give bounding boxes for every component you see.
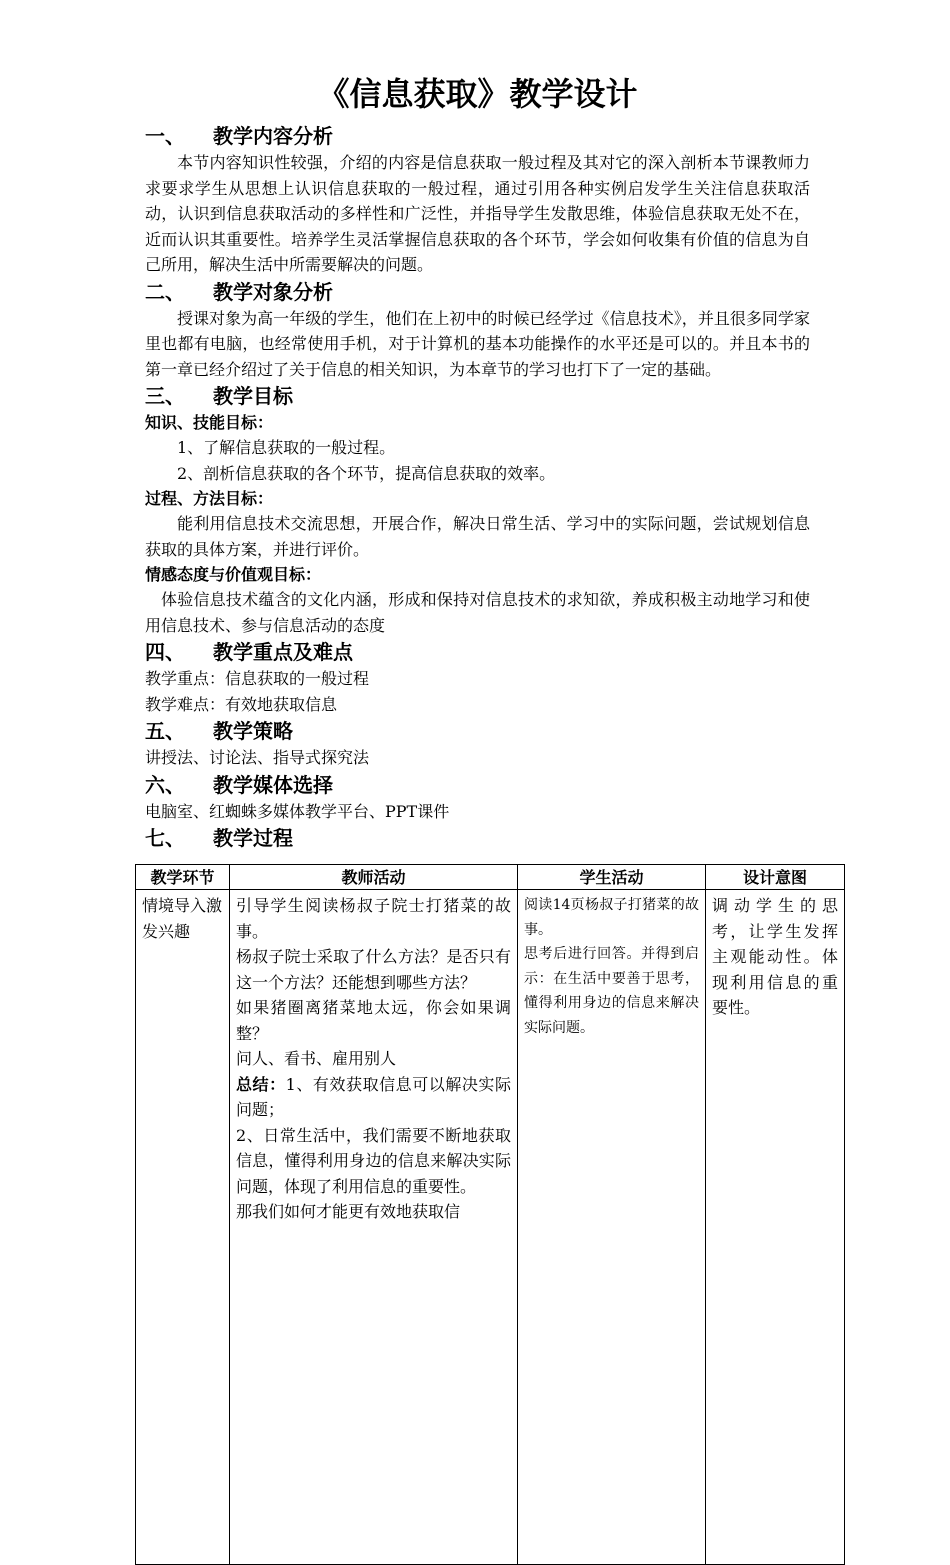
teacher-line-4: 问人、看书、雇用别人 <box>236 1049 397 1068</box>
teacher-line-1: 引导学生阅读杨叔子院士打猪菜的故事。 <box>236 896 511 941</box>
section-2-body: 授课对象为高一年级的学生，他们在上初中的时候已经学过《信息技术》，并且很多同学家里也都有电脑，也经常使用手机，对于计算机的基本功能操作的水平还是可以的。并且本书的第一章已经介绍过了关于信息的相关知识，为本章节的学习也打下了一定的基础。 <box>145 308 810 379</box>
section-6-body: 电脑室、红蜘蛛多媒体教学平台、PPT课件 <box>145 801 450 821</box>
cell-teacher-activity <box>230 890 518 1565</box>
header-intent: 设计意图 <box>706 865 845 890</box>
teacher-line-5: 那我们如何才能更有效地获取信 <box>236 1202 461 1221</box>
header-student: 学生活动 <box>518 865 706 890</box>
section-5-body: 讲授法、讨论法、指导式探究法 <box>145 748 370 767</box>
student-line-1: 阅读14页杨叔子打猪菜的故事。 <box>524 897 699 938</box>
student-line-2: 思考后进行回答。并得到启示：在生活中要善于思考，懂得利用身边的信息来解决实际问题。 <box>524 946 699 1036</box>
section-heading-7: 七、 教学过程 <box>145 826 293 850</box>
section-heading-5: 五、 教学策略 <box>145 719 293 743</box>
summary-label: 总结： <box>236 1074 286 1094</box>
knowledge-goal-2: 2、剖析信息获取的各个环节，提高信息获取的效率。 <box>177 463 556 483</box>
teaching-key-point: 教学重点：信息获取的一般过程 <box>145 669 370 688</box>
page-title: 《信息获取》教学设计 <box>317 75 638 113</box>
table-header-row <box>136 865 845 890</box>
section-heading-4: 四、 教学重点及难点 <box>145 640 353 664</box>
teacher-line-2: 杨叔子院士采取了什么方法？是否只有这一个方法？还能想到哪些方法？ <box>236 947 511 992</box>
teacher-line-3: 如果猪圈离猪菜地太远，你会如果调整？ <box>236 998 511 1043</box>
section-heading-2: 二、 教学对象分析 <box>145 279 333 304</box>
teacher-summary-2: 2、日常生活中，我们需要不断地获取信息，懂得利用身边的信息来解决实际问题，体现了利用信息的重要性。 <box>236 1125 511 1196</box>
header-stage: 教学环节 <box>136 865 230 890</box>
teaching-difficult-point: 教学难点：有效地获取信息 <box>145 694 338 714</box>
section-heading-6: 六、 教学媒体选择 <box>145 772 333 797</box>
section-1-body: 本节内容知识性较强，介绍的内容是信息获取一般过程及其对它的深入剖析本节课教师力求要求学生从思想上认识信息获取的一般过程，通过引用各种实例启发学生关注信息获取活动，认识到信息获取活动的多样性和广泛性，并指导学生发散思维，体验信息获取无处不在，近而认识其重要性。培养学生灵活掌握信息获取的各个环节，学会如何收集有价值的信息为自己所用，解决生活中所需要解决的问题。 <box>145 153 810 274</box>
cell-design-intent: 调动学生的思考，让学生发挥主观能动性。体现利用信息的重要性。 <box>706 890 845 1565</box>
document-page <box>145 70 810 852</box>
header-teacher: 教师活动 <box>230 865 518 890</box>
table-row <box>136 890 845 1565</box>
emotion-goal-label: 情感态度与价值观目标： <box>145 565 322 584</box>
process-goal-body: 能利用信息技术交流思想，开展合作，解决日常生活、学习中的实际问题，尝试规划信息获取的具体方案，并进行评价。 <box>145 514 810 559</box>
knowledge-goal-1: 1、了解信息获取的一般过程。 <box>177 438 396 457</box>
process-goal-label: 过程、方法目标： <box>145 489 274 508</box>
section-heading-1: 一、 教学内容分析 <box>145 124 333 148</box>
cell-stage: 情境导入激发兴趣 <box>136 890 230 1565</box>
emotion-goal-body: 体验信息技术蕴含的文化内涵，形成和保持对信息技术的求知欲，养成积极主动地学习和使用信息技术、参与信息活动的态度 <box>145 590 810 635</box>
teaching-process-table <box>135 864 845 1565</box>
knowledge-goal-label: 知识、技能目标： <box>145 413 274 432</box>
cell-student-activity <box>518 890 706 1565</box>
section-heading-3: 三、 教学目标 <box>145 384 293 408</box>
teacher-summary-1: 总结：1、有效获取信息可以解决实际问题； <box>236 1074 511 1119</box>
